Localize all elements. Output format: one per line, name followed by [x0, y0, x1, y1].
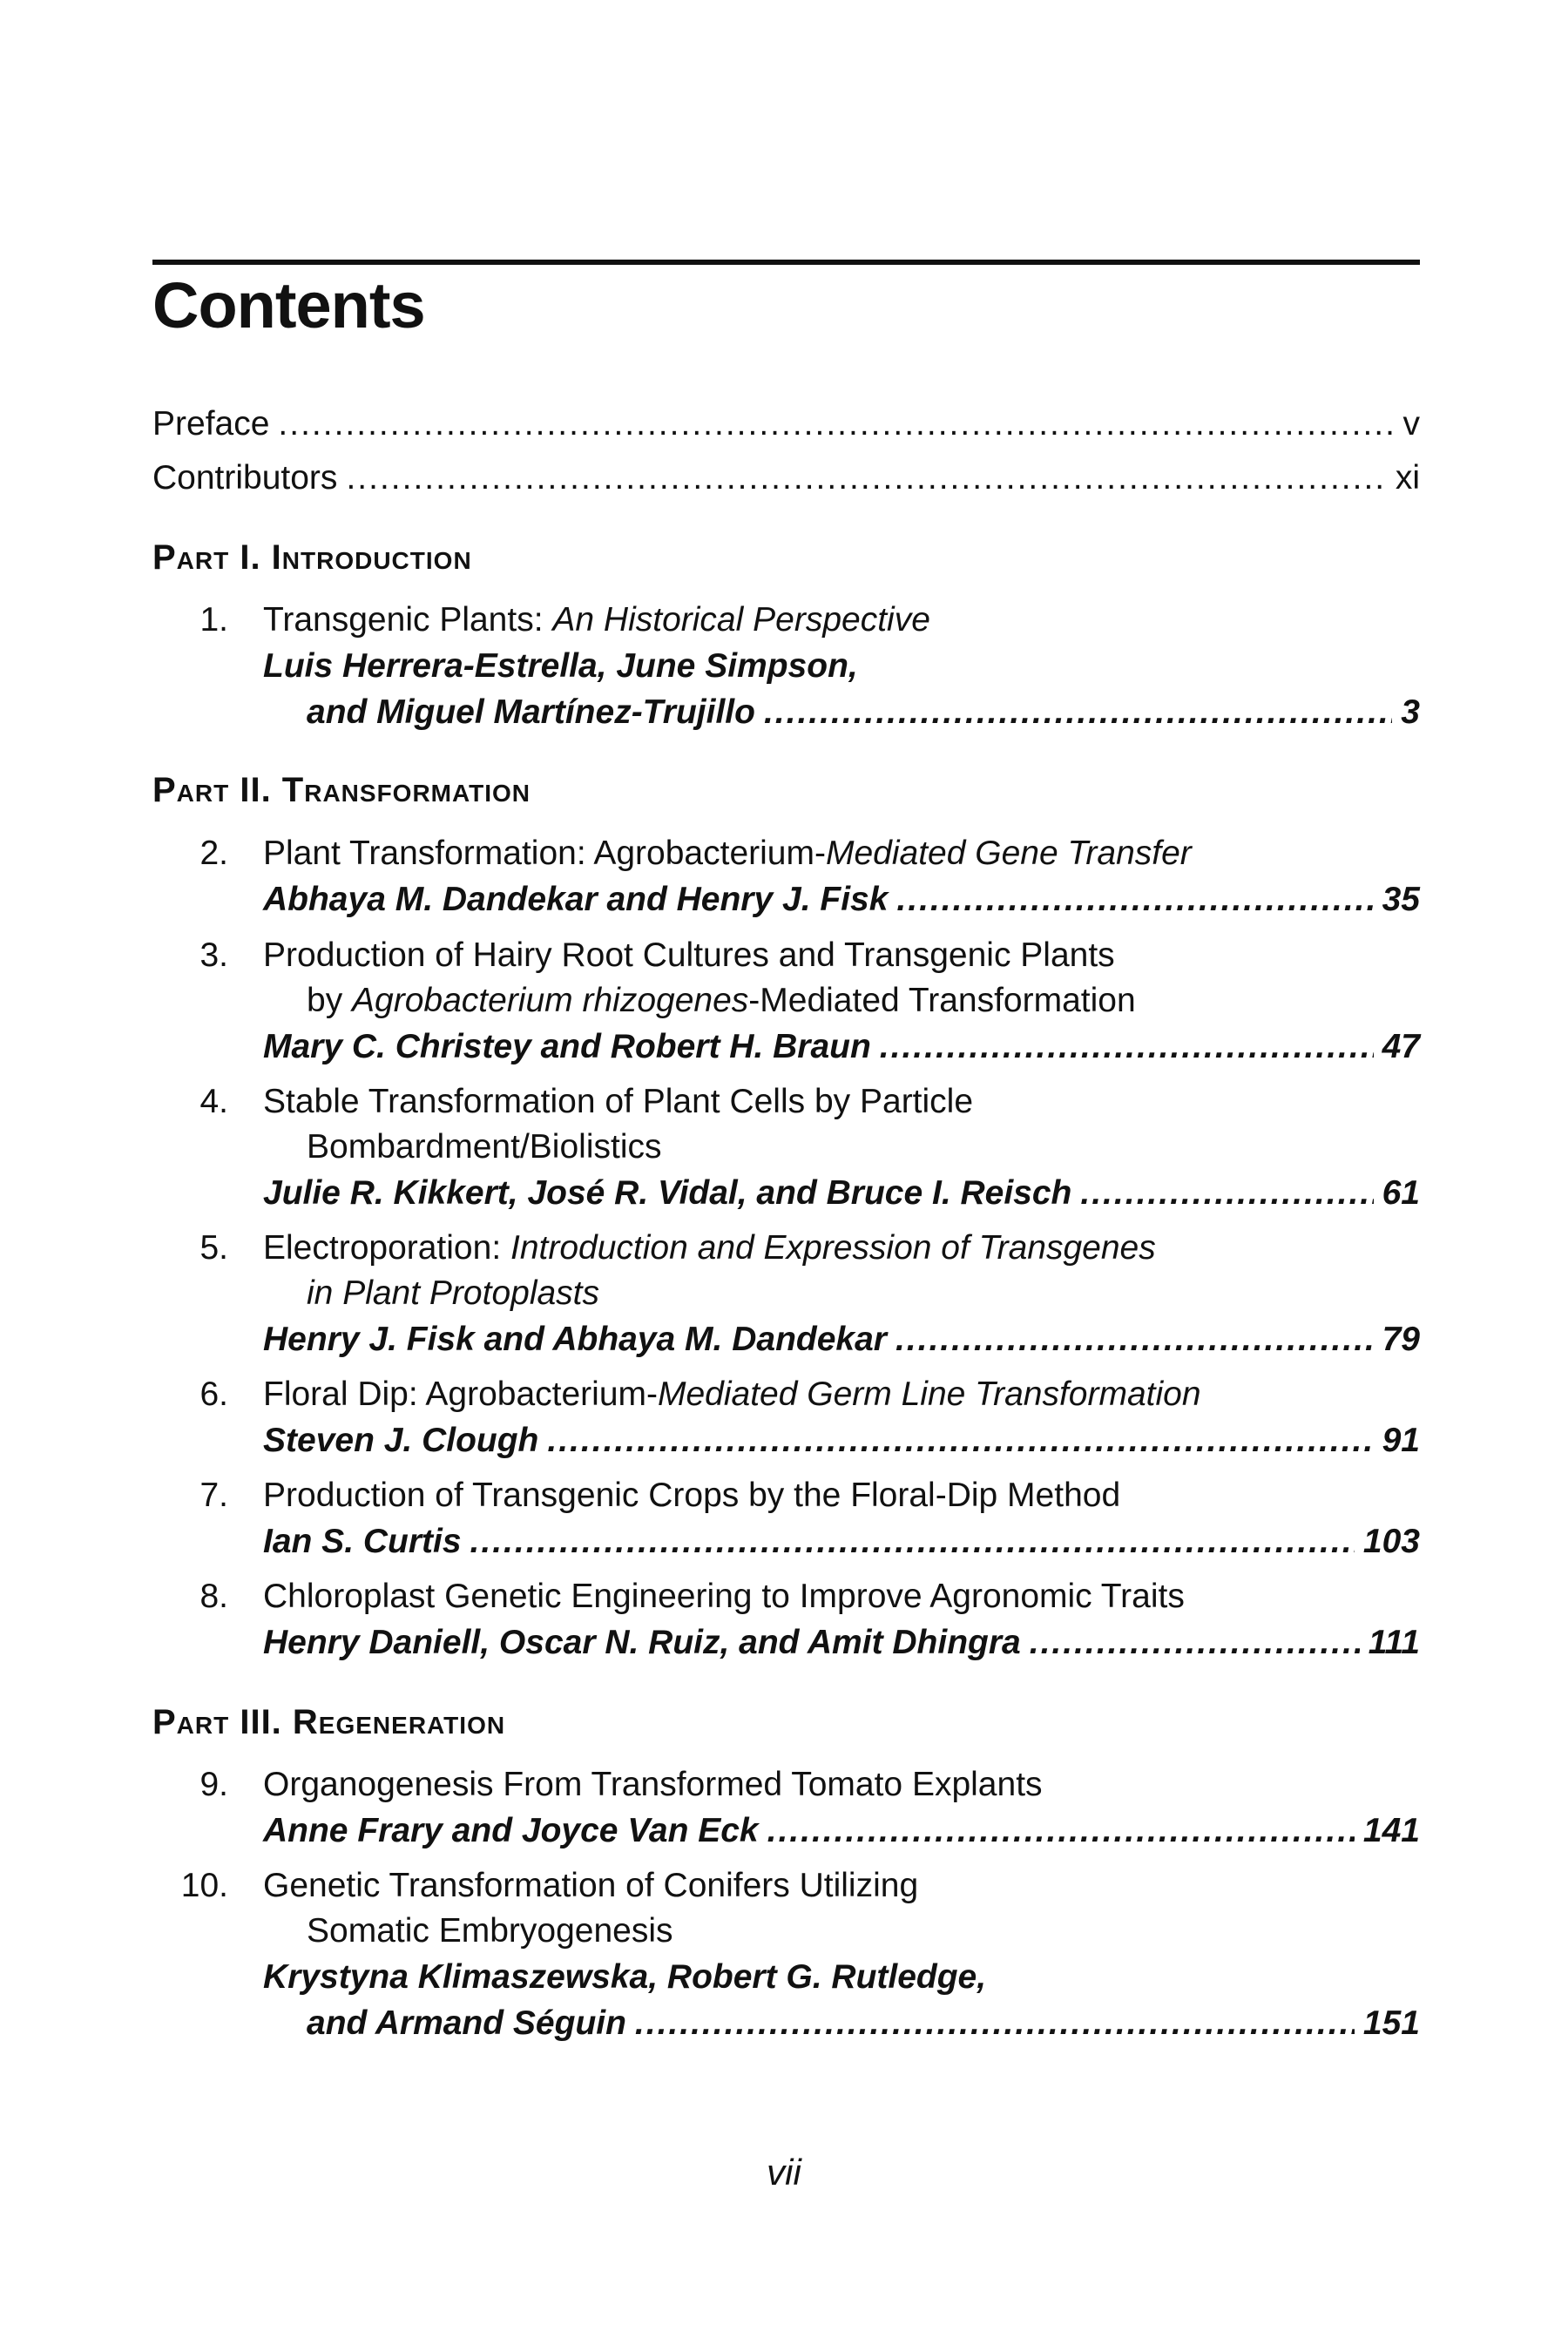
- toc-entry-chapter-3[interactable]: [0, 932, 1568, 979]
- chapter-authors: Julie R. Kikkert, José R. Vidal, and Bruce I. Reisch ..... 61: [263, 1170, 1420, 1217]
- chapter-authors: Henry Daniell, Oscar N. Ruiz, and Amit Dhingra ..... 111: [263, 1619, 1420, 1666]
- chapter-title-cont: in Plant Protoplasts: [307, 1274, 600, 1312]
- toc-entry-preface[interactable]: [152, 401, 1420, 448]
- chapter-title: Floral Dip: Agrobacterium-Mediated Germ Line Transformation: [263, 1375, 1201, 1413]
- entry-label: Contributors: [152, 459, 338, 497]
- entry-page: xi: [1395, 459, 1420, 497]
- toc-entry-contributors[interactable]: [152, 455, 1420, 502]
- chapter-title: Chloroplast Genetic Engineering to Improve Agronomic Traits: [263, 1578, 1185, 1615]
- dot-leader: [880, 1024, 1374, 1071]
- dot-leader: [1080, 1170, 1373, 1217]
- page-number: vii: [767, 2152, 801, 2193]
- toc-entry-chapter-4[interactable]: [0, 1078, 1568, 1125]
- dot-leader: [346, 455, 1386, 502]
- chapter-title: Stable Transformation of Plant Cells by Particle: [263, 1083, 974, 1120]
- chapter-title: Plant Transformation: Agrobacterium-Mediated Gene Transfer: [263, 835, 1192, 872]
- chapter-authors: Steven J. Clough ..... 91: [263, 1417, 1420, 1464]
- toc-entry-chapter-1[interactable]: [0, 597, 1568, 644]
- chapter-title: Production of Transgenic Crops by the Floral-Dip Method: [263, 1477, 1121, 1514]
- chapter-title: Electroporation: Introduction and Expression of Transgenes: [263, 1229, 1156, 1267]
- dot-leader: [470, 1518, 1355, 1565]
- dot-leader: [896, 876, 1373, 923]
- title-rule: [152, 260, 1420, 265]
- entry-page: v: [1402, 405, 1420, 443]
- entry-page: 141: [1362, 1812, 1420, 1849]
- chapter-title: Transgenic Plants: An Historical Perspective: [263, 601, 930, 639]
- part-heading: Part III. Regeneration: [152, 1703, 506, 1741]
- entry-page: 79: [1382, 1321, 1420, 1358]
- dot-leader: [635, 2000, 1355, 2047]
- entry-page: 91: [1382, 1422, 1420, 1459]
- chapter-authors: Krystyna Klimaszewska, Robert G. Rutledge,: [263, 1958, 987, 1996]
- part-heading: Part II. Transformation: [152, 771, 531, 809]
- part-heading: Part I. Introduction: [152, 538, 472, 577]
- chapter-number: 10.: [180, 1867, 228, 1904]
- toc-entry-chapter-10[interactable]: [0, 1862, 1568, 1909]
- chapter-number: 8.: [199, 1578, 228, 1615]
- chapter-title-cont: by Agrobacterium rhizogenes-Mediated Transformation: [307, 982, 1136, 1019]
- chapter-number: 6.: [199, 1375, 228, 1413]
- chapter-authors-cont: and Armand Séguin ..... 151: [307, 2000, 1420, 2047]
- chapter-authors-cont: and Miguel Martínez-Trujillo ..... 3: [307, 689, 1420, 736]
- chapter-title-cont: Somatic Embryogenesis: [307, 1912, 673, 1950]
- chapter-title-cont: Bombardment/Biolistics: [307, 1128, 662, 1166]
- chapter-number: 9.: [199, 1766, 228, 1803]
- chapter-authors: Mary C. Christey and Robert H. Braun ..... 47: [263, 1024, 1420, 1071]
- entry-page: 3: [1401, 693, 1420, 731]
- dot-leader: [278, 401, 1394, 448]
- chapter-number: 3.: [199, 936, 228, 974]
- dot-leader: [767, 1808, 1355, 1855]
- dot-leader: [547, 1417, 1373, 1464]
- entry-page: 35: [1382, 881, 1420, 918]
- entry-page: 151: [1362, 2004, 1420, 2042]
- chapter-number: 5.: [199, 1229, 228, 1267]
- toc-entry-chapter-6[interactable]: [0, 1371, 1568, 1418]
- dot-leader: [896, 1316, 1374, 1363]
- chapter-number: 1.: [199, 601, 228, 639]
- toc-entry-chapter-2[interactable]: [0, 830, 1568, 877]
- chapter-authors: Abhaya M. Dandekar and Henry J. Fisk ..... 35: [263, 876, 1420, 923]
- chapter-authors: Luis Herrera-Estrella, June Simpson,: [263, 647, 858, 685]
- toc-entry-chapter-7[interactable]: [0, 1472, 1568, 1519]
- dot-leader: [1030, 1619, 1360, 1666]
- toc-entry-chapter-8[interactable]: [0, 1573, 1568, 1620]
- chapter-title: Organogenesis From Transformed Tomato Explants: [263, 1766, 1043, 1803]
- page-title: Contents: [152, 269, 425, 341]
- chapter-authors: Ian S. Curtis ..... 103: [263, 1518, 1420, 1565]
- entry-page: 111: [1368, 1624, 1420, 1661]
- chapter-number: 7.: [199, 1477, 228, 1514]
- chapter-authors: Anne Frary and Joyce Van Eck ..... 141: [263, 1808, 1420, 1855]
- entry-page: 61: [1382, 1174, 1420, 1212]
- entry-page: 103: [1362, 1523, 1420, 1560]
- toc-entry-chapter-5[interactable]: [0, 1225, 1568, 1272]
- dot-leader: [764, 689, 1392, 736]
- chapter-title: Production of Hairy Root Cultures and Transgenic Plants: [263, 936, 1115, 974]
- entry-label: Preface: [152, 405, 270, 443]
- toc-entry-chapter-9[interactable]: [0, 1761, 1568, 1808]
- chapter-authors: Henry J. Fisk and Abhaya M. Dandekar ..... 79: [263, 1316, 1420, 1363]
- chapter-number: 2.: [199, 835, 228, 872]
- chapter-title: Genetic Transformation of Conifers Utilizing: [263, 1867, 919, 1904]
- chapter-number: 4.: [199, 1083, 228, 1120]
- entry-page: 47: [1382, 1028, 1420, 1065]
